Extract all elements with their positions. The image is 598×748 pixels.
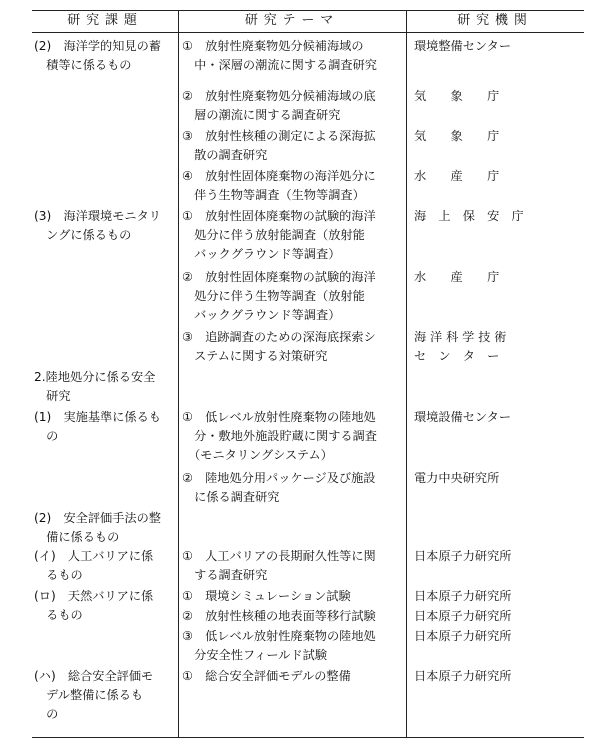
institution-line: 日本原子力研究所 bbox=[414, 629, 512, 643]
subject-line: の bbox=[34, 429, 59, 443]
theme-line: する調査研究 bbox=[182, 568, 268, 582]
subject-line: (1) 実施基準に係るも bbox=[34, 410, 161, 424]
table-bottom-rule bbox=[32, 737, 584, 738]
theme-line: （モニタリングシステム） bbox=[182, 448, 333, 462]
column-divider bbox=[178, 10, 179, 738]
table-top-rule bbox=[32, 10, 584, 11]
subject-cell bbox=[34, 207, 174, 245]
subject-cell bbox=[34, 368, 174, 406]
institution-cell bbox=[414, 268, 584, 287]
institution-cell bbox=[414, 328, 584, 366]
subject-cell bbox=[34, 587, 174, 625]
theme-line: ④ 放射性固体廃棄物の海洋処分に bbox=[182, 169, 376, 183]
subject-line: 積等に係るもの bbox=[34, 58, 132, 72]
theme-line: ① 環境シミュレーション試験 bbox=[182, 589, 351, 603]
theme-cell bbox=[182, 127, 404, 165]
theme-line: 散の調査研究 bbox=[182, 148, 268, 162]
theme-line: ① 放射性固体廃棄物の試験的海洋 bbox=[182, 209, 376, 223]
institution-cell bbox=[414, 627, 584, 646]
subject-cell bbox=[34, 408, 174, 446]
theme-line: ① 低レベル放射性廃棄物の陸地処 bbox=[182, 410, 376, 424]
theme-line: 分安全性フィールド試験 bbox=[182, 648, 328, 662]
theme-line: バックグラウンド等調査） bbox=[182, 247, 341, 261]
theme-line: ② 放射性核種の地表面等移行試験 bbox=[182, 609, 376, 623]
subject-line: の bbox=[34, 707, 59, 721]
subject-line: (2) 安全評価手法の整 bbox=[34, 511, 161, 525]
institution-cell bbox=[414, 607, 584, 626]
research-table bbox=[32, 10, 584, 738]
subject-line: デル整備に係るも bbox=[34, 688, 144, 702]
header-institution: 研究機関 bbox=[457, 13, 533, 28]
theme-cell bbox=[182, 627, 404, 665]
subject-line: (2) 海洋学的知見の蓄 bbox=[34, 39, 161, 53]
subject-cell bbox=[34, 667, 174, 724]
theme-line: ③ 追跡調査のための深海底探索シ bbox=[182, 330, 376, 344]
institution-cell bbox=[414, 587, 584, 606]
institution-cell bbox=[414, 667, 584, 686]
subject-line: ングに係るもの bbox=[34, 228, 132, 242]
subject-line: るもの bbox=[34, 608, 83, 622]
institution-line: 日本原子力研究所 bbox=[414, 669, 512, 683]
theme-line: 中・深層の潮流に関する調査研究 bbox=[182, 58, 377, 72]
theme-cell bbox=[182, 547, 404, 585]
subject-line: 研究 bbox=[34, 389, 71, 403]
institution-cell bbox=[414, 469, 584, 488]
subject-line: るもの bbox=[34, 568, 83, 582]
theme-line: 伴う生物等調査（生物等調査） bbox=[182, 188, 365, 202]
institution-line: 日本原子力研究所 bbox=[414, 589, 512, 603]
institution-cell bbox=[414, 87, 584, 106]
theme-cell bbox=[182, 87, 404, 125]
institution-line: 海 洋 科 学 技 術 bbox=[414, 330, 507, 344]
theme-cell bbox=[182, 207, 404, 264]
theme-line: ② 陸地処分用パッケージ及び施設 bbox=[182, 471, 376, 485]
theme-line: ① 総合安全評価モデルの整備 bbox=[182, 669, 351, 683]
theme-line: ① 放射性廃棄物処分候補海域の bbox=[182, 39, 364, 53]
theme-cell bbox=[182, 328, 404, 366]
institution-line: 日本原子力研究所 bbox=[414, 549, 512, 563]
subject-line: 2.陸地処分に係る安全 bbox=[34, 370, 156, 384]
theme-line: 処分に伴う生物等調査（放射能 bbox=[182, 289, 365, 303]
subject-cell bbox=[34, 37, 174, 75]
theme-cell bbox=[182, 167, 404, 205]
institution-line: 日本原子力研究所 bbox=[414, 609, 512, 623]
theme-line: に係る調査研究 bbox=[182, 490, 280, 504]
subject-line: (イ) 人工バリアに係 bbox=[34, 549, 154, 563]
theme-line: 分・敷地外施設貯蔵に関する調査 bbox=[182, 429, 377, 443]
header-rule bbox=[32, 32, 584, 33]
theme-line: ③ 低レベル放射性廃棄物の陸地処 bbox=[182, 629, 376, 643]
theme-cell bbox=[182, 408, 404, 465]
column-divider bbox=[406, 10, 407, 738]
theme-cell bbox=[182, 37, 404, 75]
theme-line: ② 放射性固体廃棄物の試験的海洋 bbox=[182, 270, 376, 284]
theme-line: ① 人工バリアの長期耐久性等に関 bbox=[182, 549, 376, 563]
theme-line: バックグラウンド等調査） bbox=[182, 308, 341, 322]
theme-cell bbox=[182, 469, 404, 507]
theme-line: 層の潮流に関する調査研究 bbox=[182, 108, 341, 122]
subject-line: (ハ) 総合安全評価モ bbox=[34, 669, 154, 683]
theme-cell bbox=[182, 268, 404, 325]
institution-cell bbox=[414, 127, 584, 146]
theme-line: ③ 放射性核種の測定による深海拡 bbox=[182, 129, 376, 143]
institution-line: 気 象 庁 bbox=[414, 129, 500, 143]
institution-line: 環境整備センター bbox=[414, 39, 512, 53]
institution-line: 水 産 庁 bbox=[414, 169, 500, 183]
theme-line: 処分に伴う放射能調査（放射能 bbox=[182, 228, 365, 242]
subject-line: (ロ) 天然バリアに係 bbox=[34, 589, 154, 603]
subject-cell bbox=[34, 509, 174, 547]
header-subject: 研究課題 bbox=[67, 13, 143, 28]
theme-cell bbox=[182, 587, 404, 606]
institution-line: 海 上 保 安 庁 bbox=[414, 209, 524, 223]
institution-line: セ ン タ ー bbox=[414, 349, 500, 363]
institution-cell bbox=[414, 408, 584, 427]
institution-line: 環境設備センター bbox=[414, 410, 512, 424]
header-theme: 研究テーマ bbox=[244, 13, 340, 28]
subject-cell bbox=[34, 547, 174, 585]
institution-cell bbox=[414, 167, 584, 186]
institution-cell bbox=[414, 207, 584, 226]
theme-line: ステムに関する対策研究 bbox=[182, 349, 328, 363]
subject-line: 備に係るもの bbox=[34, 530, 120, 544]
institution-line: 水 産 庁 bbox=[414, 270, 500, 284]
institution-line: 気 象 庁 bbox=[414, 89, 500, 103]
theme-cell bbox=[182, 607, 404, 626]
theme-cell bbox=[182, 667, 404, 686]
subject-line: (3) 海洋環境モニタリ bbox=[34, 209, 161, 223]
institution-line: 電力中央研究所 bbox=[414, 471, 500, 485]
institution-cell bbox=[414, 37, 584, 56]
institution-cell bbox=[414, 547, 584, 566]
theme-line: ② 放射性廃棄物処分候補海域の底 bbox=[182, 89, 376, 103]
